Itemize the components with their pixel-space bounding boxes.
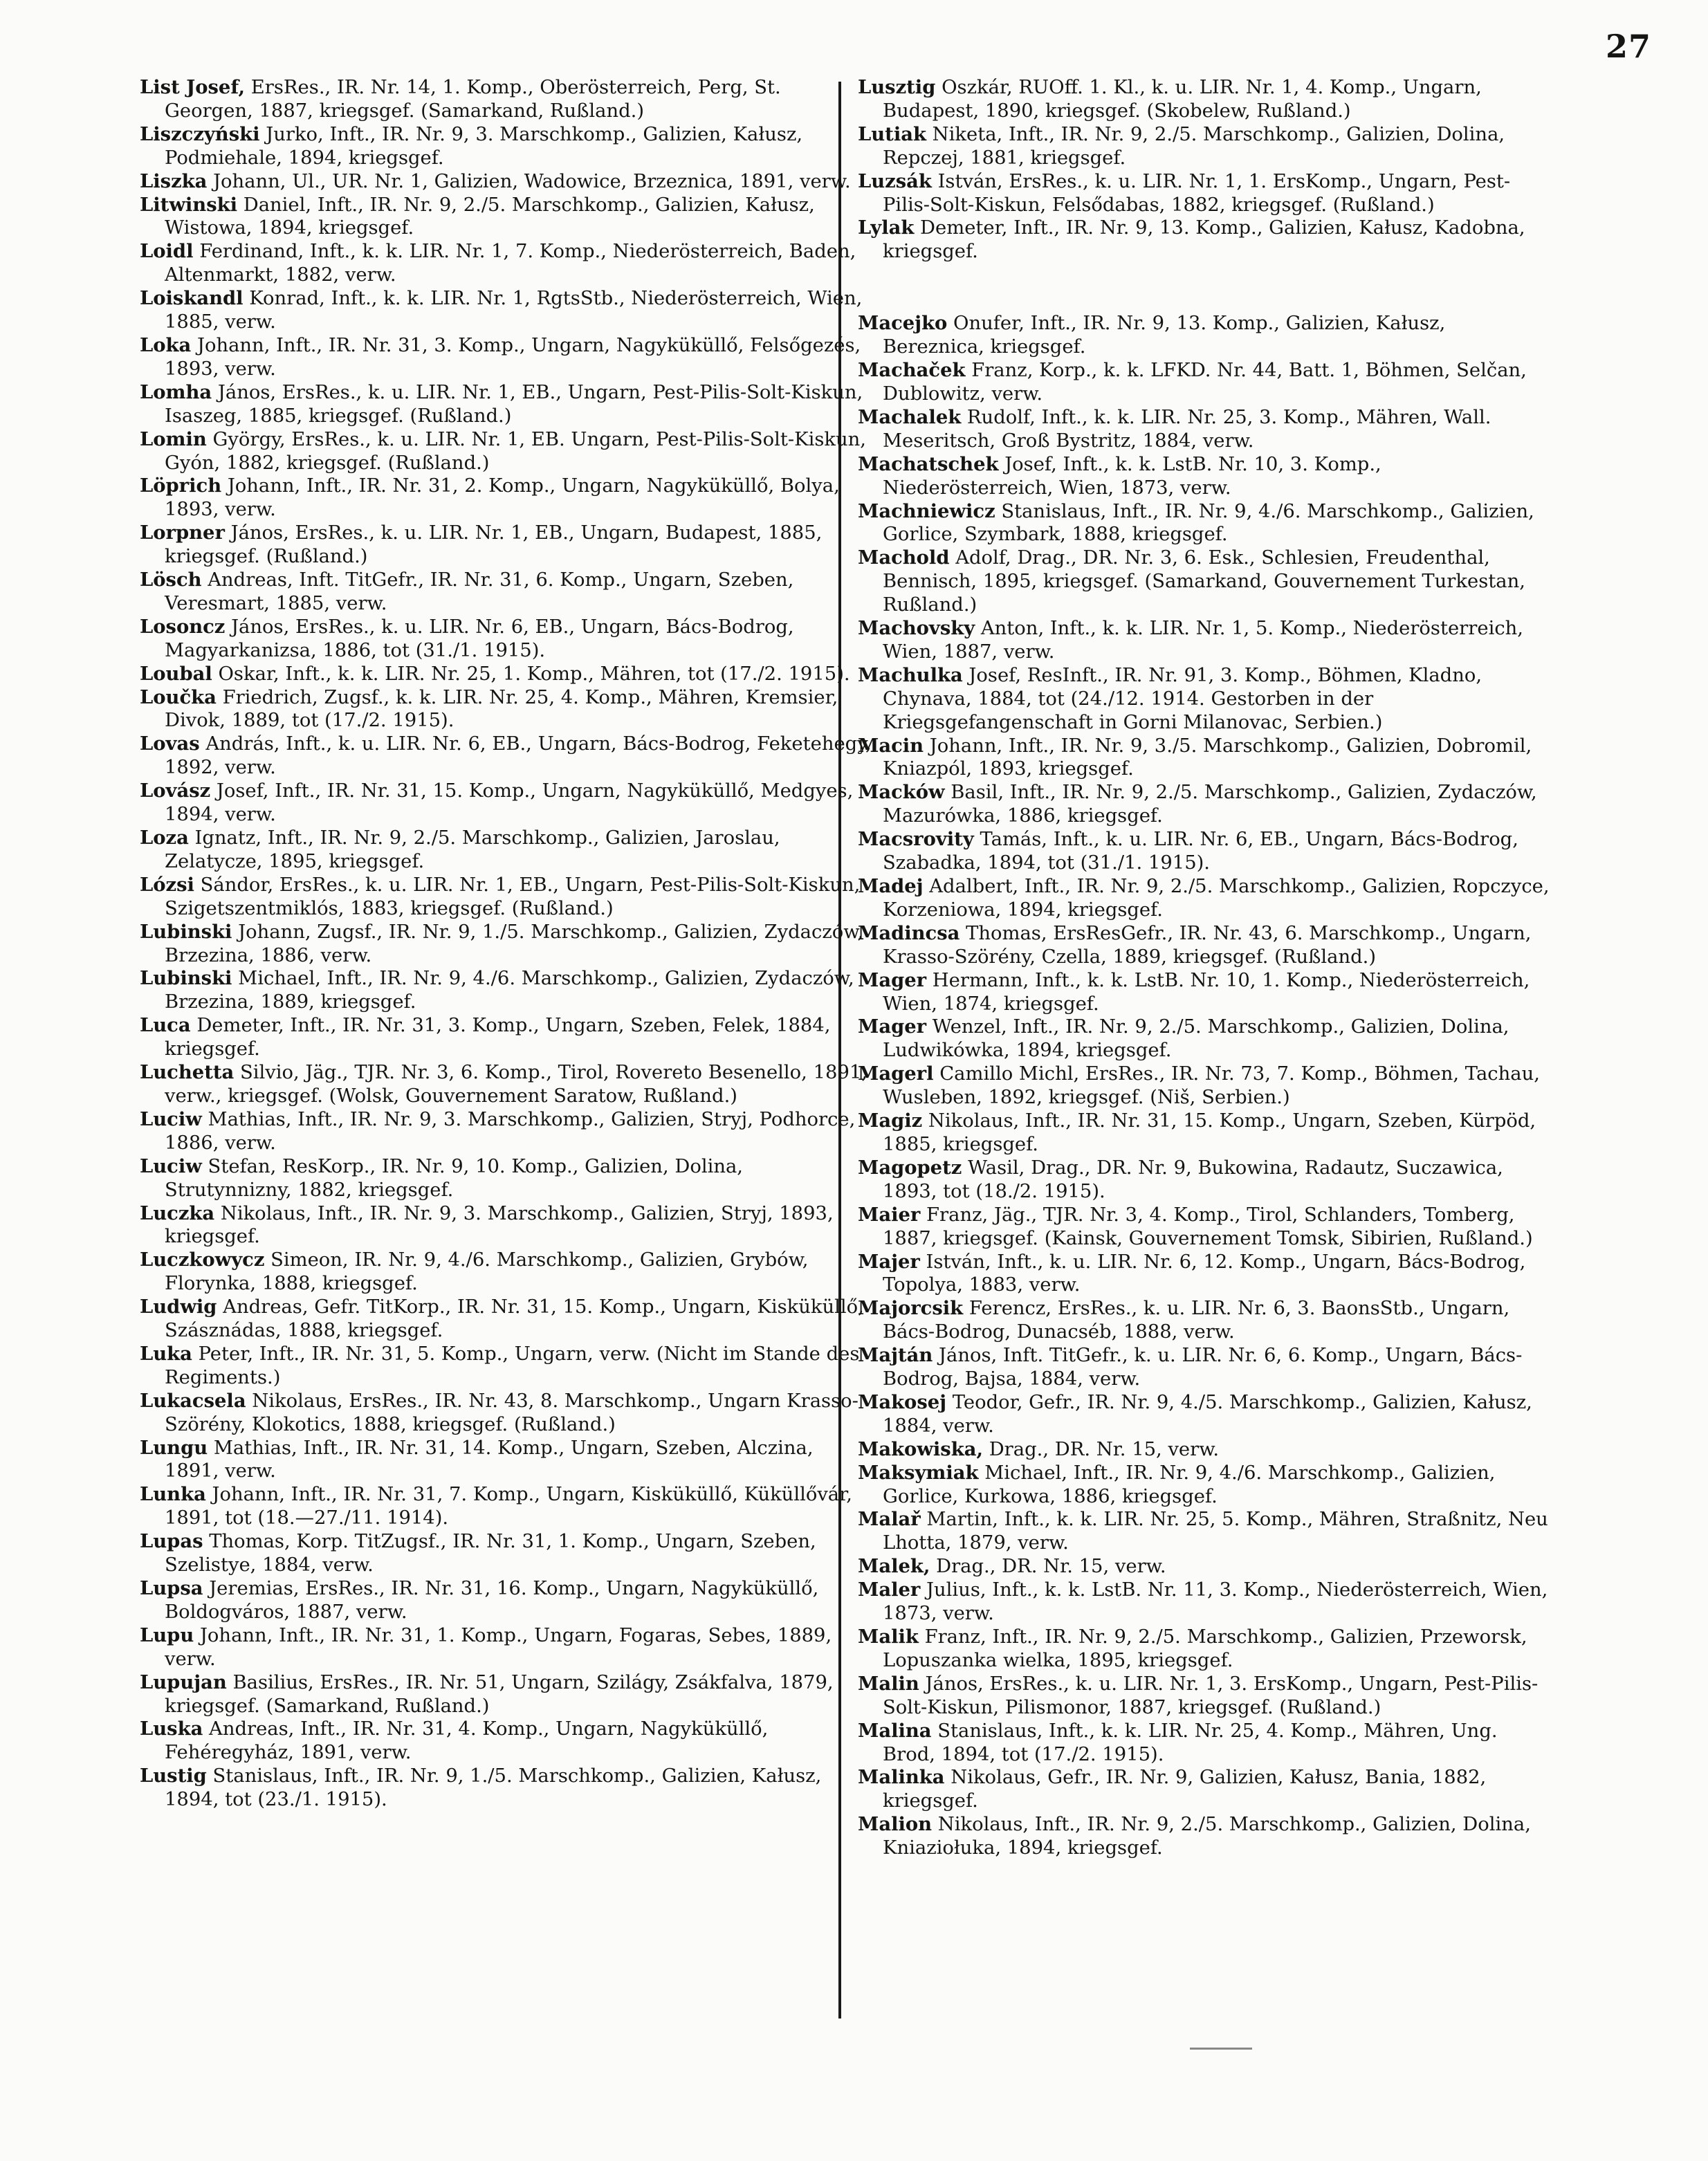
register-entry (858, 1813, 1550, 1860)
entry-surname: Luciw (140, 1107, 202, 1130)
entry-details: Michael, Inft., IR. Nr. 9, 4./6. Marschkomp., Galizien, Gorlice, Kurkowa, 1886, kriegsgef. (883, 1462, 1496, 1507)
entry-details: Basilius, ErsRes., IR. Nr. 51, Ungarn, Szilágy, Zsákfalva, 1879, kriegsgef. (Samarkand, Rußland.) (165, 1671, 834, 1717)
entry-details: Mathias, Inft., IR. Nr. 9, 3. Marschkomp., Galizien, Stryj, Podhorce, 1886, verw. (165, 1108, 856, 1154)
register-entry (858, 1626, 1550, 1673)
register-entry (858, 170, 1550, 217)
entry-details: Stanislaus, Inft., IR. Nr. 9, 1./5. Marschkomp., Galizien, Kałusz, 1894, tot (23./1. 1915). (165, 1765, 822, 1811)
entry-surname: Machalek (858, 405, 962, 428)
entry-surname: Lösch (140, 569, 202, 591)
entry-details: Anton, Inft., k. k. LIR. Nr. 1, 5. Komp., Niederösterreich, Wien, 1887, verw. (883, 618, 1524, 663)
entry-details: Johann, Zugsf., IR. Nr. 9, 1./5. Marschkomp., Galizien, Zydaczów, Brzezina, 1886, verw. (165, 921, 864, 966)
entry-details: Sándor, ErsRes., k. u. LIR. Nr. 1, EB., Ungarn, Pest-Pilis-Solt-Kiskun, Szigetszentmiklós, 1883, kriegsgef. (Rußland.) (165, 874, 861, 919)
entry-surname: Maler (858, 1579, 921, 1601)
register-entry (858, 1015, 1550, 1063)
entry-details: Wasil, Drag., DR. Nr. 9, Bukowina, Radautz, Suczawica, 1893, tot (18./2. 1915). (883, 1157, 1503, 1202)
entry-details: Thomas, ErsResGefr., IR. Nr. 43, 6. Marschkomp., Ungarn, Krasso-Szörény, Czella, 1889, kriegsgef. (Rußland.) (883, 922, 1532, 968)
entry-surname: Lusztig (858, 76, 936, 98)
entry-surname: Luca (140, 1014, 191, 1037)
register-entry (858, 1391, 1550, 1438)
register-entry (858, 1204, 1550, 1251)
entry-surname: Machold (858, 546, 950, 569)
register-entry (140, 569, 873, 616)
register-entry (858, 1251, 1550, 1298)
entry-surname: Magiz (858, 1110, 923, 1132)
right-column-m-section (858, 312, 1550, 1860)
register-entry (140, 1577, 873, 1624)
entry-details: Martin, Inft., k. k. LIR. Nr. 25, 5. Komp., Mähren, Straßnitz, Neu Lhotta, 1879, verw. (883, 1509, 1548, 1554)
entry-surname: Machaček (858, 359, 966, 382)
register-entry (140, 1108, 873, 1155)
entry-details: Konrad, Inft., k. k. LIR. Nr. 1, RgtsStb., Niederösterreich, Wien, 1885, verw. (165, 288, 863, 333)
entry-details: Franz, Jäg., TJR. Nr. 3, 4. Komp., Tirol, Schlanders, Tomberg, 1887, kriegsgef. (Kainsk, Gouvernement Tomsk, Sibirien, Rußland.) (883, 1204, 1533, 1249)
entry-surname: Macków (858, 781, 945, 804)
entry-surname: Luczka (140, 1202, 215, 1224)
register-entry (858, 1110, 1550, 1157)
register-entry (858, 735, 1550, 782)
entry-surname: Majer (858, 1250, 920, 1273)
right-column-l-section (858, 76, 1550, 264)
register-entry (140, 1061, 873, 1108)
entry-details: Oszkár, RUOff. 1. Kl., k. u. LIR. Nr. 1, 4. Komp., Ungarn, Budapest, 1890, kriegsgef. (Skobelew, Rußland.) (883, 77, 1482, 122)
register-entry (140, 921, 873, 968)
entry-surname: Lubinski (140, 967, 232, 990)
register-entry (140, 616, 873, 663)
entry-surname: Malin (858, 1672, 919, 1695)
register-entry (858, 1344, 1550, 1391)
register-entry (858, 1673, 1550, 1720)
entry-surname: Liszka (140, 169, 208, 192)
entry-details: Adolf, Drag., DR. Nr. 3, 6. Esk., Schlesien, Freudenthal, Bennisch, 1895, kriegsgef. (Samarkand, Gouvernement Turkestan, Rußland.) (883, 547, 1525, 616)
register-entry (140, 381, 873, 428)
register-entry (140, 1202, 873, 1249)
entry-details: Stefan, ResKorp., IR. Nr. 9, 10. Komp., Galizien, Dolina, Strutynnizny, 1882, kriegsgef. (165, 1155, 744, 1201)
entry-details: Wenzel, Inft., IR. Nr. 9, 2./5. Marschkomp., Galizien, Dolina, Ludwikówka, 1894, kriegsgef. (883, 1016, 1509, 1062)
register-entry (140, 334, 873, 381)
entry-surname: Luchetta (140, 1061, 235, 1084)
left-column (140, 76, 873, 1812)
entry-surname: Luciw (140, 1155, 202, 1177)
entry-surname: Lukacsela (140, 1389, 246, 1412)
entry-surname: Loza (140, 827, 189, 849)
register-entry (858, 664, 1550, 735)
entry-surname: Loučka (140, 686, 217, 708)
entry-surname: Machulka (858, 663, 963, 686)
entry-details: Mathias, Inft., IR. Nr. 31, 14. Komp., Ungarn, Szeben, Alczina, 1891, verw. (165, 1437, 814, 1482)
entry-details: Niketa, Inft., IR. Nr. 9, 2./5. Marschkomp., Galizien, Dolina, Repczej, 1881, kriegsgef. (883, 123, 1505, 169)
register-entry (140, 123, 873, 170)
entry-surname: Litwinski (140, 193, 238, 216)
register-entry (140, 1343, 873, 1390)
entry-surname: Losoncz (140, 615, 226, 638)
entry-surname: Mager (858, 1015, 927, 1038)
entry-surname: Lungu (140, 1436, 208, 1459)
entry-details: Thomas, Korp. TitZugsf., IR. Nr. 31, 1. Komp., Ungarn, Szeben, Szelistye, 1884, verw. (165, 1531, 816, 1576)
entry-surname: Lupas (140, 1530, 203, 1553)
entry-details: Nikolaus, ErsRes., IR. Nr. 43, 8. Marschkomp., Ungarn Krasso-Szörény, Klokotics, 1888, kriegsgef. (Rußland.) (165, 1390, 858, 1435)
entry-details: Tamás, Inft., k. u. LIR. Nr. 6, EB., Ungarn, Bács-Bodrog, Szabadka, 1894, tot (31./1. 1915). (883, 829, 1518, 874)
register-entry (140, 733, 873, 780)
entry-surname: Lutiak (858, 122, 926, 145)
entry-details: Johann, Inft., IR. Nr. 9, 3./5. Marschkomp., Galizien, Dobromil, Kniazpól, 1893, kriegsgef. (883, 735, 1532, 780)
register-entry (140, 1437, 873, 1484)
register-entry (858, 1766, 1550, 1813)
entry-surname: Magopetz (858, 1156, 962, 1179)
entry-surname: Luska (140, 1718, 203, 1740)
entry-details: Ferencz, ErsRes., k. u. LIR. Nr. 6, 3. BaonsStb., Ungarn, Bács-Bodrog, Dunacséb, 1888, verw. (883, 1298, 1510, 1343)
register-entry (140, 663, 873, 686)
entry-details: Adalbert, Inft., IR. Nr. 9, 2./5. Marschkomp., Galizien, Ropczyce, Korzeniowa, 1894, kriegsgef. (883, 876, 1550, 921)
register-entry (858, 617, 1550, 664)
entry-details: Julius, Inft., k. k. LstB. Nr. 11, 3. Komp., Niederösterreich, Wien, 1873, verw. (883, 1579, 1548, 1625)
register-entry (858, 922, 1550, 969)
entry-surname: Majorcsik (858, 1297, 964, 1320)
entry-details: Nikolaus, Inft., IR. Nr. 9, 3. Marschkomp., Galizien, Stryj, 1893, kriegsgef. (165, 1202, 834, 1248)
register-entry (858, 1297, 1550, 1344)
register-entry (858, 969, 1550, 1016)
entry-details: Oskar, Inft., k. k. LIR. Nr. 25, 1. Komp., Mähren, tot (17./2. 1915). (212, 663, 850, 685)
entry-surname: Lovas (140, 733, 200, 755)
entry-surname: Liszczyński (140, 122, 260, 145)
entry-surname: Lomha (140, 380, 212, 403)
register-entry (140, 170, 873, 194)
entry-details: János, Inft. TitGefr., k. u. LIR. Nr. 6, 6. Komp., Ungarn, Bács-Bodrog, Bajsa, 1884, verw. (883, 1345, 1523, 1390)
register-entry (140, 475, 873, 522)
entry-details: Jeremias, ErsRes., IR. Nr. 31, 16. Komp., Ungarn, Nagyküküllő, Boldogváros, 1887, verw. (165, 1578, 819, 1623)
entry-details: Ferdinand, Inft., k. k. LIR. Nr. 1, 7. Komp., Niederösterreich, Baden, Altenmarkt, 1882, verw. (165, 241, 856, 286)
register-entry (858, 1438, 1550, 1462)
right-column (858, 76, 1550, 1860)
register-entry (858, 1462, 1550, 1509)
entry-details: Demeter, Inft., IR. Nr. 9, 13. Komp., Galizien, Kałusz, Kadobna, kriegsgef. (883, 217, 1525, 263)
register-entry (140, 76, 873, 123)
entry-surname: Lupujan (140, 1671, 227, 1693)
entry-surname: Malion (858, 1813, 933, 1836)
register-entry (140, 428, 873, 475)
entry-surname: Malinka (858, 1766, 945, 1789)
register-entry (140, 1014, 873, 1061)
register-entry (858, 1555, 1550, 1579)
entry-surname: Makowiska, (858, 1437, 983, 1460)
entry-details: Andreas, Inft., IR. Nr. 31, 4. Komp., Ungarn, Nagyküküllő, Fehéregyház, 1891, verw. (165, 1718, 769, 1764)
register-entry (140, 686, 873, 733)
entry-surname: Löprich (140, 475, 222, 497)
register-entry (858, 453, 1550, 500)
entry-surname: Madincsa (858, 921, 960, 944)
register-entry (858, 781, 1550, 828)
footer-rule (1190, 2048, 1252, 2050)
register-entry (140, 1155, 873, 1202)
entry-surname: Lunka (140, 1483, 206, 1506)
register-entry (140, 780, 873, 827)
register-entry (858, 500, 1550, 547)
entry-details: György, ErsRes., k. u. LIR. Nr. 1, EB. Ungarn, Pest-Pilis-Solt-Kiskun, Gyón, 1882, kriegsgef. (Rußland.) (165, 428, 867, 474)
entry-details: Johann, Inft., IR. Nr. 31, 2. Komp., Ungarn, Nagyküküllő, Bolya, 1893, verw. (165, 475, 840, 521)
entry-details: Stanislaus, Inft., IR. Nr. 9, 4./6. Marschkomp., Galizien, Gorlice, Szymbark, 1888, kriegsgef. (883, 500, 1534, 546)
entry-surname: Magerl (858, 1063, 934, 1085)
entry-details: ErsRes., IR. Nr. 14, 1. Komp., Oberösterreich, Perg, St. Georgen, 1887, kriegsgef. (Samarkand, Rußland.) (165, 77, 781, 122)
register-entry (140, 1483, 873, 1530)
register-entry (140, 522, 873, 569)
entry-surname: Lupsa (140, 1577, 203, 1599)
register-entry (858, 1063, 1550, 1110)
entry-details: Josef, Inft., IR. Nr. 31, 15. Komp., Ungarn, Nagyküküllő, Medgyes, 1894, verw. (165, 780, 854, 826)
entry-surname: Machatschek (858, 452, 999, 475)
entry-details: János, ErsRes., k. u. LIR. Nr. 1, 3. ErsKomp., Ungarn, Pest-Pilis-Solt-Kiskun, Pilismonor, 1887, kriegsgef. (Rußland.) (883, 1673, 1539, 1718)
entry-details: Hermann, Inft., k. k. LstB. Nr. 10, 1. Komp., Niederösterreich, Wien, 1874, kriegsgef. (883, 969, 1530, 1015)
register-entry (140, 1296, 873, 1343)
entry-surname: Machovsky (858, 617, 975, 640)
entry-details: Rudolf, Inft., k. k. LIR. Nr. 25, 3. Komp., Mähren, Wall. Meseritsch, Groß Bystritz, 1884, verw. (883, 406, 1491, 452)
entry-surname: Macejko (858, 312, 948, 335)
register-entry (140, 1390, 873, 1437)
entry-details: András, Inft., k. u. LIR. Nr. 6, EB., Ungarn, Bács-Bodrog, Feketehegy, 1892, verw. (165, 733, 872, 779)
entry-surname: Malik (858, 1626, 919, 1648)
entry-details: János, ErsRes., k. u. LIR. Nr. 6, EB., Ungarn, Bács-Bodrog, Magyarkanizsa, 1886, tot (31./1. 1915). (165, 616, 794, 661)
entry-details: Johann, Inft., IR. Nr. 31, 1. Komp., Ungarn, Fogaras, Sebes, 1889, verw. (165, 1624, 832, 1670)
register-entry (858, 546, 1550, 617)
entry-details: Ignatz, Inft., IR. Nr. 9, 2./5. Marschkomp., Galizien, Jaroslau, Zelatycze, 1895, kriegsgef. (165, 827, 780, 872)
register-entry (858, 1508, 1550, 1555)
section-gap (858, 264, 1550, 312)
register-entry (140, 967, 873, 1014)
register-entry (858, 1720, 1550, 1767)
register-entry (140, 194, 873, 241)
entry-details: Friedrich, Zugsf., k. k. LIR. Nr. 25, 4. Komp., Mähren, Kremsier, Divok, 1889, tot (17./2. 1915). (165, 686, 838, 732)
entry-details: Andreas, Inft. TitGefr., IR. Nr. 31, 6. Komp., Ungarn, Szeben, Veresmart, 1885, verw. (165, 569, 794, 614)
entry-surname: Macsrovity (858, 828, 974, 851)
entry-surname: Loiskandl (140, 287, 244, 310)
register-entry (140, 287, 873, 334)
entry-surname: Lupu (140, 1624, 194, 1646)
register-entry (140, 827, 873, 874)
entry-details: Nikolaus, Gefr., IR. Nr. 9, Galizien, Kałusz, Bania, 1882, kriegsgef. (883, 1767, 1487, 1812)
entry-details: Johann, Inft., IR. Nr. 31, 3. Komp., Ungarn, Nagyküküllő, Felsőgezés, 1893, verw. (165, 334, 861, 380)
register-entry (140, 1624, 873, 1671)
register-entry (140, 240, 873, 287)
entry-details: János, ErsRes., k. u. LIR. Nr. 1, EB., Ungarn, Budapest, 1885, kriegsgef. (Rußland.) (165, 522, 823, 568)
register-entry (858, 76, 1550, 123)
entry-details: Onufer, Inft., IR. Nr. 9, 13. Komp., Galizien, Kałusz, Bereznica, kriegsgef. (883, 313, 1446, 358)
entry-details: Peter, Inft., IR. Nr. 31, 5. Komp., Ungarn, verw. (Nicht im Stande des Regiments.) (165, 1343, 860, 1388)
entry-surname: Loka (140, 333, 192, 356)
entry-surname: Mager (858, 968, 927, 991)
register-entry (140, 1249, 873, 1296)
entry-details: Jurko, Inft., IR. Nr. 9, 3. Marschkomp., Galizien, Kałusz, Podmiehale, 1894, kriegsgef. (165, 123, 803, 169)
entry-surname: Machniewicz (858, 499, 995, 522)
entry-details: János, ErsRes., k. u. LIR. Nr. 1, EB., Ungarn, Pest-Pilis-Solt-Kiskun, Isaszeg, 1885, kriegsgef. (Rußland.) (165, 381, 863, 427)
entry-surname: Lustig (140, 1765, 207, 1787)
entry-details: Michael, Inft., IR. Nr. 9, 4./6. Marschkomp., Galizien, Zydaczów, Brzezina, 1889, kriegsgef. (165, 968, 854, 1013)
entry-surname: Lomin (140, 427, 207, 450)
register-entry (858, 359, 1550, 406)
entry-surname: Malek, (858, 1555, 930, 1578)
entry-surname: Luzsák (858, 169, 932, 192)
entry-surname: Macin (858, 734, 924, 757)
entry-details: Josef, ResInft., IR. Nr. 91, 3. Komp., Böhmen, Kladno, Chynava, 1884, tot (24./12. 1914. Gestorben in der Kriegsgefangenschaft in Gorni Milanovac, Serbien.) (883, 664, 1482, 733)
entry-surname: Madej (858, 875, 924, 897)
register-entry (858, 123, 1550, 170)
entry-surname: List Josef, (140, 76, 246, 98)
register-entry (140, 874, 873, 921)
page-number: 27 (1605, 28, 1651, 65)
entry-details: Drag., DR. Nr. 15, verw. (930, 1556, 1166, 1578)
entry-details: Franz, Korp., k. k. LFKD. Nr. 44, Batt. 1, Böhmen, Selčan, Dublowitz, verw. (883, 360, 1527, 405)
register-entry (140, 1765, 873, 1812)
entry-details: Nikolaus, Inft., IR. Nr. 31, 15. Komp., Ungarn, Szeben, Kürpöd, 1885, kriegsgef. (883, 1110, 1536, 1155)
entry-details: Daniel, Inft., IR. Nr. 9, 2./5. Marschkomp., Galizien, Kałusz, Wistowa, 1894, kriegsgef. (165, 194, 815, 239)
entry-surname: Luczkowycz (140, 1249, 265, 1271)
entry-details: Demeter, Inft., IR. Nr. 31, 3. Komp., Ungarn, Szeben, Felek, 1884, kriegsgef. (165, 1015, 831, 1060)
register-entry (858, 828, 1550, 875)
entry-surname: Maier (858, 1203, 921, 1226)
entry-surname: Lózsi (140, 873, 194, 896)
entry-surname: Loidl (140, 240, 194, 263)
register-entry (140, 1671, 873, 1718)
entry-details: István, Inft., k. u. LIR. Nr. 6, 12. Komp., Ungarn, Bács-Bodrog, Topolya, 1883, verw. (883, 1251, 1526, 1296)
register-entry (858, 1579, 1550, 1626)
entry-details: Teodor, Gefr., IR. Nr. 9, 4./5. Marschkomp., Galizien, Kałusz, 1884, verw. (883, 1391, 1532, 1437)
entry-details: Drag., DR. Nr. 15, verw. (982, 1438, 1220, 1460)
entry-details: Simeon, IR. Nr. 9, 4./6. Marschkomp., Galizien, Grybów, Florynka, 1888, kriegsgef. (165, 1249, 809, 1295)
entry-surname: Lorpner (140, 522, 225, 544)
entry-details: Josef, Inft., k. k. LstB. Nr. 10, 3. Komp., Niederösterreich, Wien, 1873, verw. (883, 453, 1381, 499)
entry-details: Basil, Inft., IR. Nr. 9, 2./5. Marschkomp., Galizien, Zydaczów, Mazurówka, 1886, kriegsgef. (883, 782, 1537, 827)
entry-details: Johann, Ul., UR. Nr. 1, Galizien, Wadowice, Brzeznica, 1891, verw. (207, 170, 851, 192)
entry-surname: Lubinski (140, 920, 232, 943)
register-entry (858, 1157, 1550, 1204)
entry-details: Andreas, Gefr. TitKorp., IR. Nr. 31, 15. Komp., Ungarn, Kisküküllő, Szásznádas, 1888, kriegsgef. (165, 1296, 864, 1342)
register-entry (858, 217, 1550, 264)
entry-surname: Lylak (858, 217, 915, 239)
entry-surname: Makosej (858, 1390, 947, 1413)
register-entry (140, 1718, 873, 1765)
entry-surname: Luka (140, 1342, 192, 1365)
register-entry (858, 406, 1550, 453)
entry-details: Silvio, Jäg., TJR. Nr. 3, 6. Komp., Tirol, Rovereto Besenello, 1891, verw., kriegsgef. (Wolsk, Gouvernement Saratow, Rußland.) (165, 1062, 868, 1107)
entry-surname: Lovász (140, 780, 211, 802)
entry-surname: Ludwig (140, 1296, 217, 1318)
entry-surname: Maksymiak (858, 1461, 979, 1484)
entry-surname: Majtán (858, 1344, 933, 1367)
entry-details: Johann, Inft., IR. Nr. 31, 7. Komp., Ungarn, Kisküküllő, Küküllővár, 1891, tot (18.—27./11. 1914). (165, 1484, 852, 1529)
register-entry (858, 875, 1550, 922)
entry-details: Franz, Inft., IR. Nr. 9, 2./5. Marschkomp., Galizien, Przeworsk, Lopuszanka wielka, 1895, kriegsgef. (883, 1626, 1527, 1671)
entry-details: Stanislaus, Inft., k. k. LIR. Nr. 25, 4. Komp., Mähren, Ung. Brod, 1894, tot (17./2. 1915). (883, 1720, 1498, 1765)
register-entry (858, 312, 1550, 359)
register-entry (140, 1530, 873, 1577)
entry-surname: Malina (858, 1719, 932, 1742)
entry-details: Nikolaus, Inft., IR. Nr. 9, 2./5. Marschkomp., Galizien, Dolina, Kniaziołuka, 1894, kriegsgef. (883, 1814, 1531, 1859)
entry-details: Camillo Michl, ErsRes., IR. Nr. 73, 7. Komp., Böhmen, Tachau, Wusleben, 1892, kriegsgef. (Niš, Serbien.) (883, 1063, 1540, 1109)
entry-surname: Loubal (140, 662, 212, 685)
entry-details: István, ErsRes., k. u. LIR. Nr. 1, 1. ErsKomp., Ungarn, Pest-Pilis-Solt-Kiskun, Felsődabas, 1882, kriegsgef. (Rußland.) (883, 170, 1511, 216)
entry-surname: Malař (858, 1508, 921, 1531)
